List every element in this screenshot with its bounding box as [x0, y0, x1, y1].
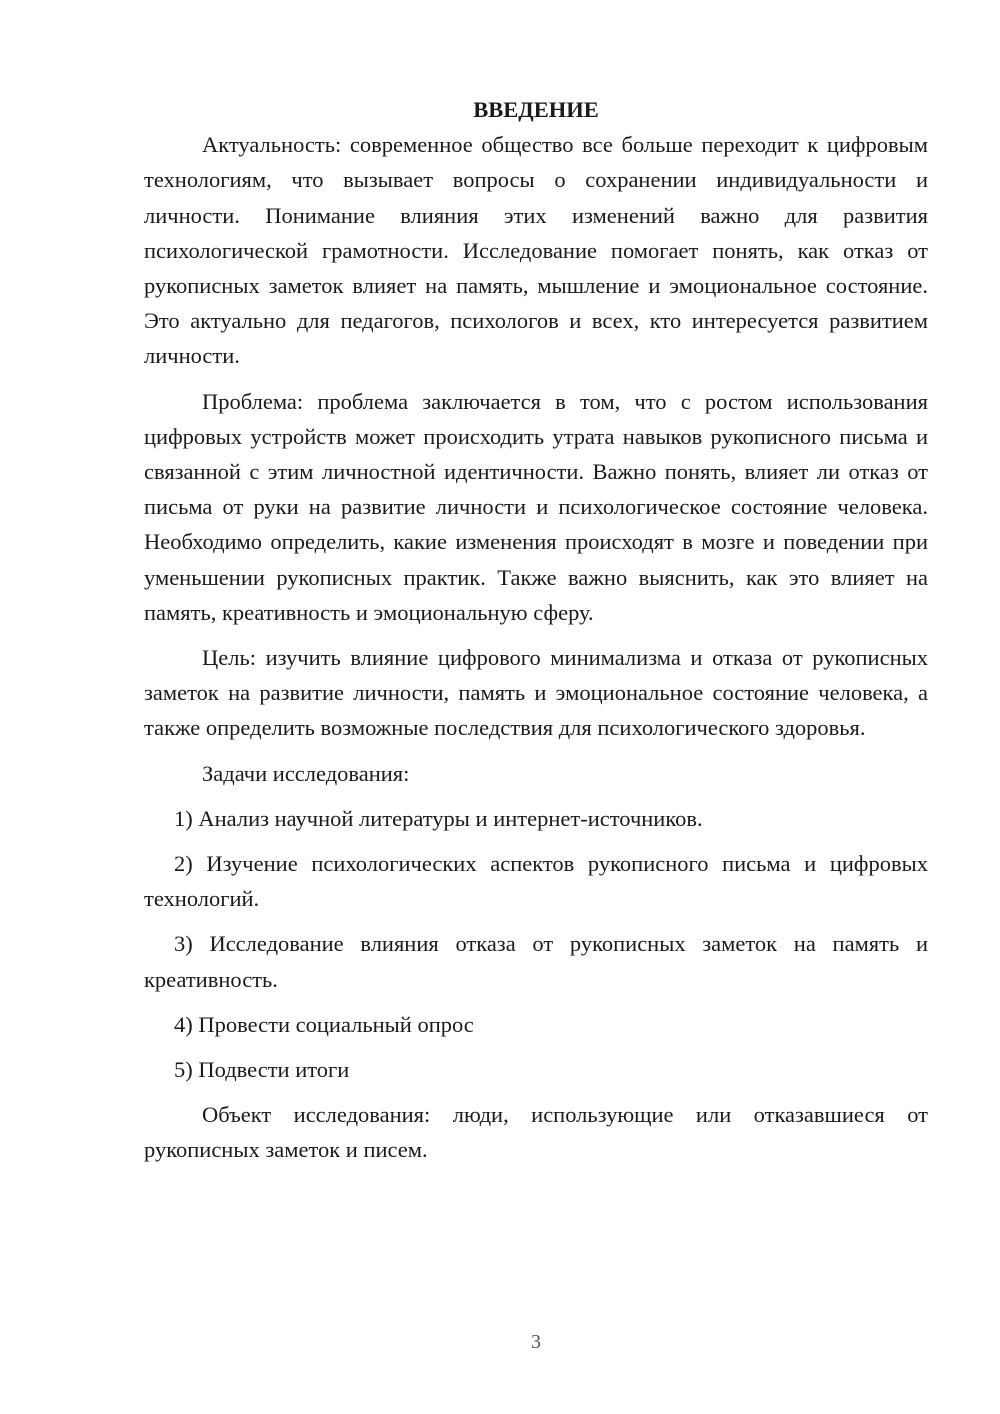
goal-paragraph: Цель: изучить влияние цифрового минимализма и отказа от рукописных заметок на развитие личности, память и эмоциональное состояние человека, а также определить возможные последствия для психологического здоровья.: [144, 645, 928, 741]
problem-paragraph: Проблема: проблема заключается в том, что с ростом использования цифровых устройств может происходить утрата навыков рукописного письма и связанной с этим личностной идентичности. Важно понять, влияет ли отказ от письма от руки на развитие личности и психологическое состояние человека. Необходимо определить, какие изменения происходят в мозге и поведении при уменьшении рукописных практик. Также важно выяснить, как это влияет на память, креативность и эмоциональную сферу.: [144, 388, 928, 625]
task-item: 5) Подвести итоги: [174, 1057, 350, 1083]
task-item: 4) Провести социальный опрос: [174, 1011, 474, 1037]
task-item: 1) Анализ научной литературы и интернет-источников.: [174, 805, 703, 831]
page-number: 3: [531, 1331, 541, 1353]
object-paragraph: Объект исследования: люди, использующие или отказавшиеся от рукописных заметок и писем.: [144, 1102, 928, 1163]
task-item: 3) Исследование влияния отказа от рукописных заметок на память и креативность.: [144, 931, 928, 992]
page-content: [144, 92, 928, 1168]
section-title: ВВЕДЕНИЕ: [473, 97, 599, 122]
tasks-heading: Задачи исследования:: [202, 760, 410, 786]
task-item: 2) Изучение психологических аспектов рукописного письма и цифровых технологий.: [144, 851, 928, 912]
relevance-paragraph: Актуальность: современное общество все больше переходит к цифровым технологиям, что вызывает вопросы о сохранении индивидуальности и личности. Понимание влияния этих изменений важно для развития психологической грамотности. Исследование помогает понять, как отказ от рукописных заметок влияет на память, мышление и эмоциональное состояние. Это актуально для педагогов, психологов и всех, кто интересуется развитием личности.: [144, 132, 928, 369]
